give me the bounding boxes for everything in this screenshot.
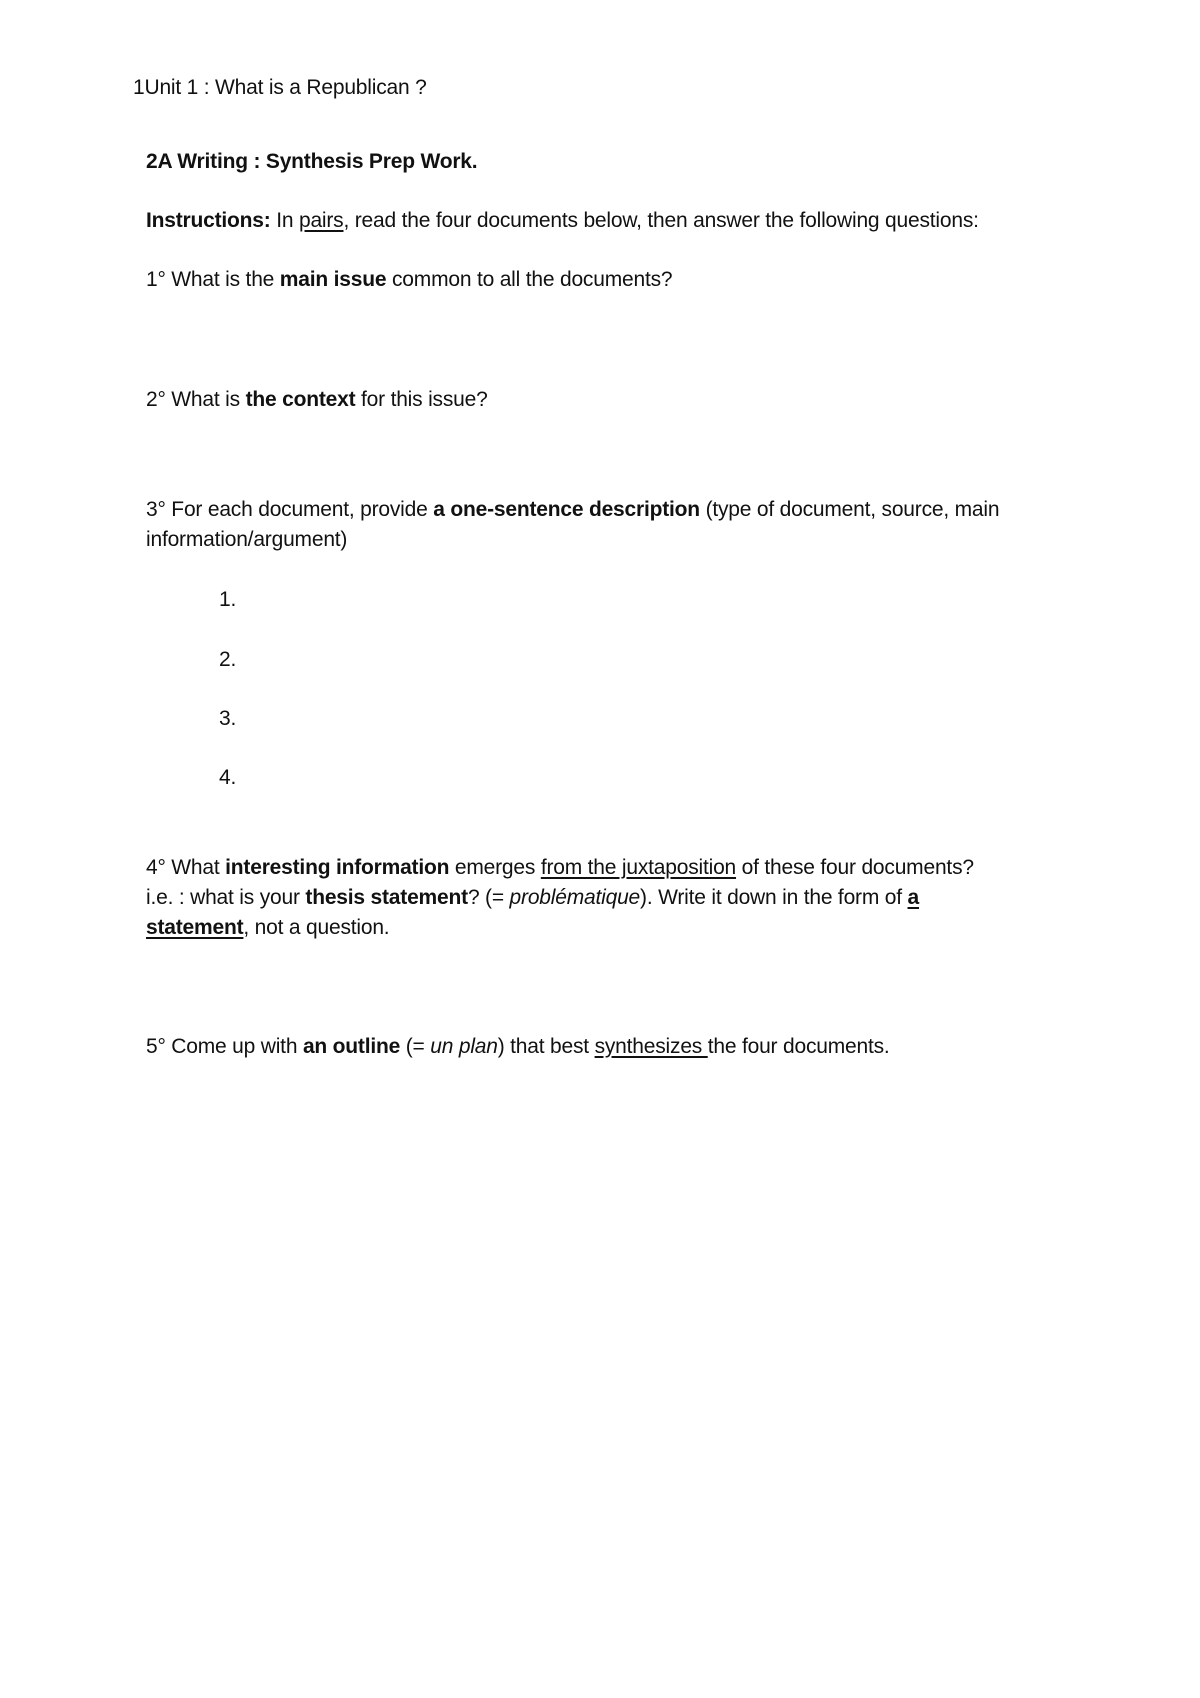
instructions-line (146, 206, 979, 236)
q3-line2: information/argument) (146, 528, 348, 551)
question-3-line-1 (146, 495, 999, 525)
q2-pre: 2° What is (146, 388, 246, 411)
q5-mid: (= (400, 1035, 431, 1058)
question-4-line-2 (146, 883, 919, 913)
q3-post: (type of document, source, main (699, 498, 1000, 521)
q4-l2-mid: ? (= (467, 886, 510, 909)
q4-l2-italic: problématique (509, 886, 641, 909)
q4-mid: emerges (449, 856, 541, 879)
section-heading (146, 147, 477, 177)
q1-post: common to all the documents? (386, 268, 673, 291)
q5-post: the four documents. (707, 1035, 890, 1058)
q4-pre: 4° What (146, 856, 226, 879)
unit-title (133, 73, 427, 103)
question-4-line-3 (146, 913, 389, 943)
question-2 (146, 385, 488, 415)
q3-pre: 3° For each document, provide (146, 498, 434, 521)
list-item (219, 704, 236, 734)
q5-pre: 5° Come up with (146, 1035, 303, 1058)
q1-bold: main issue (279, 268, 387, 291)
q5-underlined: synthesizes (594, 1035, 708, 1058)
q4-l3-bold-underlined: statement (146, 916, 244, 939)
q4-post: of these four documents? (736, 856, 974, 879)
q5-mid2: ) that best (497, 1035, 595, 1058)
q4-underlined: from the juxtaposition (540, 856, 737, 879)
list-item (219, 763, 236, 793)
q4-bold: interesting information (225, 856, 450, 879)
q4-l2-bold-underlined: a (907, 886, 920, 909)
q1-pre: 1° What is the (146, 268, 280, 291)
question-4-line-1 (146, 853, 974, 883)
q5-italic: un plan (430, 1035, 498, 1058)
list-item-number: 3. (219, 707, 237, 730)
q4-l3-post: , not a question. (243, 916, 390, 939)
instructions-underlined: pairs (298, 209, 344, 232)
instructions-post: , read the four documents below, then answer the following questions: (343, 209, 979, 232)
instructions-pre: In (270, 209, 299, 232)
q4-l2-post: ). Write it down in the form of (640, 886, 908, 909)
q2-post: for this issue? (355, 388, 488, 411)
list-item (219, 645, 236, 675)
list-item-number: 1. (219, 588, 237, 611)
question-5 (146, 1032, 890, 1062)
list-item-number: 2. (219, 648, 237, 671)
section-heading-text: 2A Writing : Synthesis Prep Work. (146, 150, 478, 173)
instructions-label: Instructions: (146, 209, 271, 232)
question-3-line-2 (146, 525, 347, 555)
unit-title-text: 1Unit 1 : What is a Republican ? (133, 76, 427, 99)
q4-l2-bold: thesis statement (305, 886, 468, 909)
q2-bold: the context (245, 388, 356, 411)
question-1 (146, 265, 672, 295)
q5-bold: an outline (302, 1035, 401, 1058)
q3-bold: a one-sentence description (433, 498, 700, 521)
list-item-number: 4. (219, 766, 237, 789)
q4-l2-pre: i.e. : what is your (146, 886, 306, 909)
list-item (219, 585, 236, 615)
